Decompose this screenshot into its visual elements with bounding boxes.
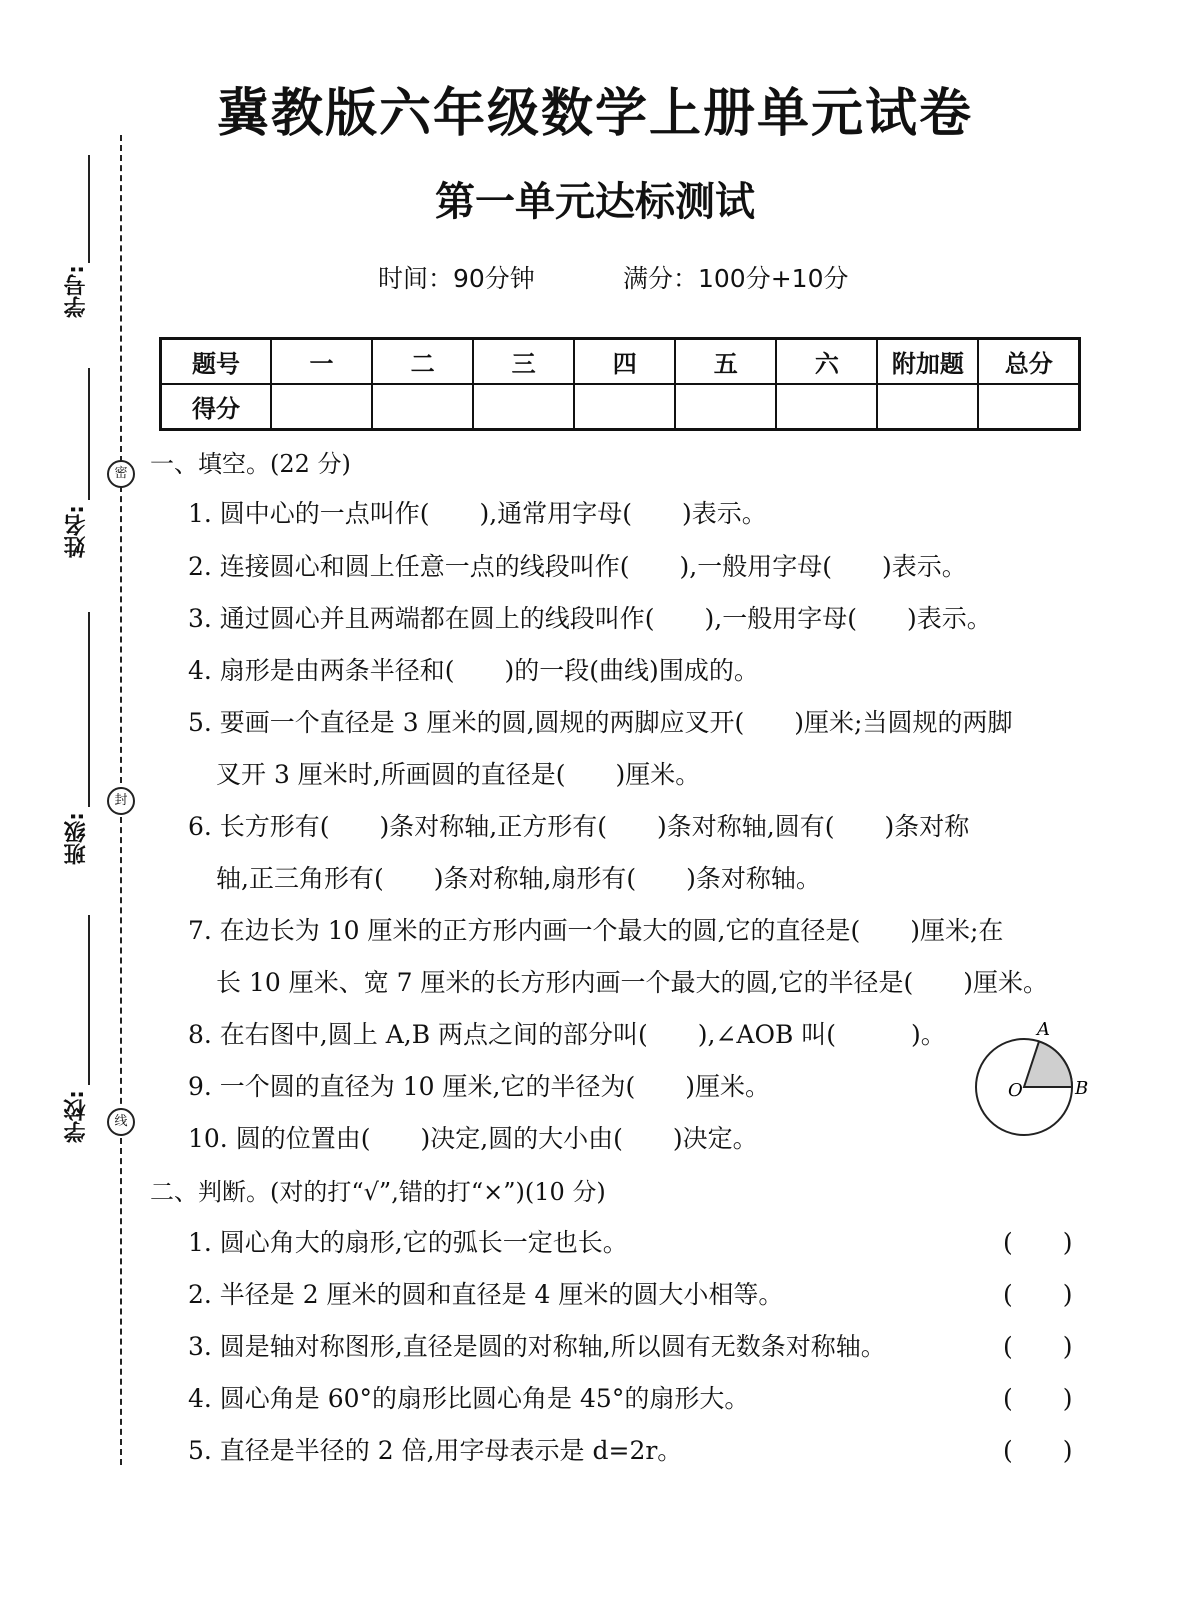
fill-question-7: 7. 在边长为 10 厘米的正方形内画一个最大的圆,它的直径是( )厘米;在 xyxy=(188,916,1004,945)
time-limit: 时间：90分钟 xyxy=(378,264,535,293)
point-a-label: A xyxy=(1037,1019,1050,1040)
judge-question-3: 3. 圆是轴对称图形,直径是圆的对称轴,所以圆有无数条对称轴。 xyxy=(188,1332,886,1361)
fill-question-7-cont: 长 10 厘米、宽 7 厘米的长方形内画一个最大的圆,它的半径是( )厘米。 xyxy=(216,968,1048,997)
judge-answer-paren-3[interactable]: ( ) xyxy=(1003,1332,1073,1361)
score-header-cell: 五 xyxy=(675,339,776,385)
score-cell xyxy=(675,384,776,430)
class-line xyxy=(88,612,90,807)
fill-question-5-cont: 叉开 3 厘米时,所画圆的直径是( )厘米。 xyxy=(216,760,701,789)
score-header-cell: 总分 xyxy=(978,339,1079,385)
judge-question-1: 1. 圆心角大的扇形,它的弧长一定也长。 xyxy=(188,1228,628,1257)
judge-question-4: 4. 圆心角是 60°的扇形比圆心角是 45°的扇形大。 xyxy=(188,1384,750,1413)
judge-answer-paren-4[interactable]: ( ) xyxy=(1003,1384,1073,1413)
fill-question-6: 6. 长方形有( )条对称轴,正方形有( )条对称轴,圆有( )条对称 xyxy=(188,812,970,841)
score-header-cell: 四 xyxy=(574,339,675,385)
score-header-cell: 三 xyxy=(473,339,574,385)
score-header-cell: 六 xyxy=(776,339,877,385)
seal-feng: 封 xyxy=(107,787,135,815)
score-cell xyxy=(473,384,574,430)
score-header-cell: 附加题 xyxy=(877,339,978,385)
full-score: 满分：100分+10分 xyxy=(623,264,849,293)
score-cell xyxy=(978,384,1079,430)
name-label: 姓名: xyxy=(64,505,89,558)
judge-answer-paren-1[interactable]: ( ) xyxy=(1003,1228,1073,1257)
section2-heading: 二、判断。(对的打“√”,错的打“×”)(10 分) xyxy=(150,1178,606,1206)
class-label: 班级: xyxy=(64,812,89,865)
judge-answer-paren-5[interactable]: ( ) xyxy=(1003,1436,1073,1465)
score-row-label: 得分 xyxy=(161,384,272,430)
fill-question-10: 10. 圆的位置由( )决定,圆的大小由( )决定。 xyxy=(188,1124,758,1153)
fill-question-9: 9. 一个圆的直径为 10 厘米,它的半径为( )厘米。 xyxy=(188,1072,770,1101)
student-number-label: 学号: xyxy=(64,265,89,318)
fill-question-5: 5. 要画一个直径是 3 厘米的圆,圆规的两脚应叉开( )厘米;当圆规的两脚 xyxy=(188,708,1013,737)
score-cell xyxy=(776,384,877,430)
point-o-label: O xyxy=(1008,1080,1023,1101)
score-table xyxy=(159,337,1081,431)
circle-sector-figure xyxy=(968,1015,1098,1145)
score-header-cell: 二 xyxy=(372,339,473,385)
fill-question-2: 2. 连接圆心和圆上任意一点的线段叫作( ),一般用字母( )表示。 xyxy=(188,552,967,581)
fill-question-3: 3. 通过圆心并且两端都在圆上的线段叫作( ),一般用字母( )表示。 xyxy=(188,604,992,633)
section1-heading: 一、填空。(22 分) xyxy=(150,450,351,478)
judge-question-2: 2. 半径是 2 厘米的圆和直径是 4 厘米的圆大小相等。 xyxy=(188,1280,784,1309)
fill-question-4: 4. 扇形是由两条半径和( )的一段(曲线)围成的。 xyxy=(188,656,759,685)
score-cell xyxy=(574,384,675,430)
point-b-label: B xyxy=(1075,1078,1089,1099)
exam-subtitle: 第一单元达标测试 xyxy=(435,179,755,225)
seal-xian: 线 xyxy=(107,1108,135,1136)
name-line xyxy=(88,368,90,500)
score-table-header-row xyxy=(161,339,1080,385)
fill-question-8: 8. 在右图中,圆上 A,B 两点之间的部分叫( ),∠AOB 叫( )。 xyxy=(188,1020,946,1049)
judge-answer-paren-2[interactable]: ( ) xyxy=(1003,1280,1073,1309)
seal-mi: 密 xyxy=(107,460,135,488)
fill-question-1: 1. 圆中心的一点叫作( ),通常用字母( )表示。 xyxy=(188,499,767,528)
fill-question-6-cont: 轴,正三角形有( )条对称轴,扇形有( )条对称轴。 xyxy=(216,864,821,893)
score-header-cell: 一 xyxy=(271,339,372,385)
school-line xyxy=(88,915,90,1085)
shaded-sector xyxy=(1024,1041,1072,1087)
score-cell xyxy=(372,384,473,430)
score-table-score-row xyxy=(161,384,1080,430)
exam-title: 冀教版六年级数学上册单元试卷 xyxy=(216,84,973,144)
score-cell xyxy=(271,384,372,430)
judge-question-5: 5. 直径是半径的 2 倍,用字母表示是 d=2r。 xyxy=(188,1436,683,1465)
score-cell xyxy=(877,384,978,430)
school-label: 学校: xyxy=(64,1090,89,1143)
score-header-cell: 题号 xyxy=(161,339,272,385)
